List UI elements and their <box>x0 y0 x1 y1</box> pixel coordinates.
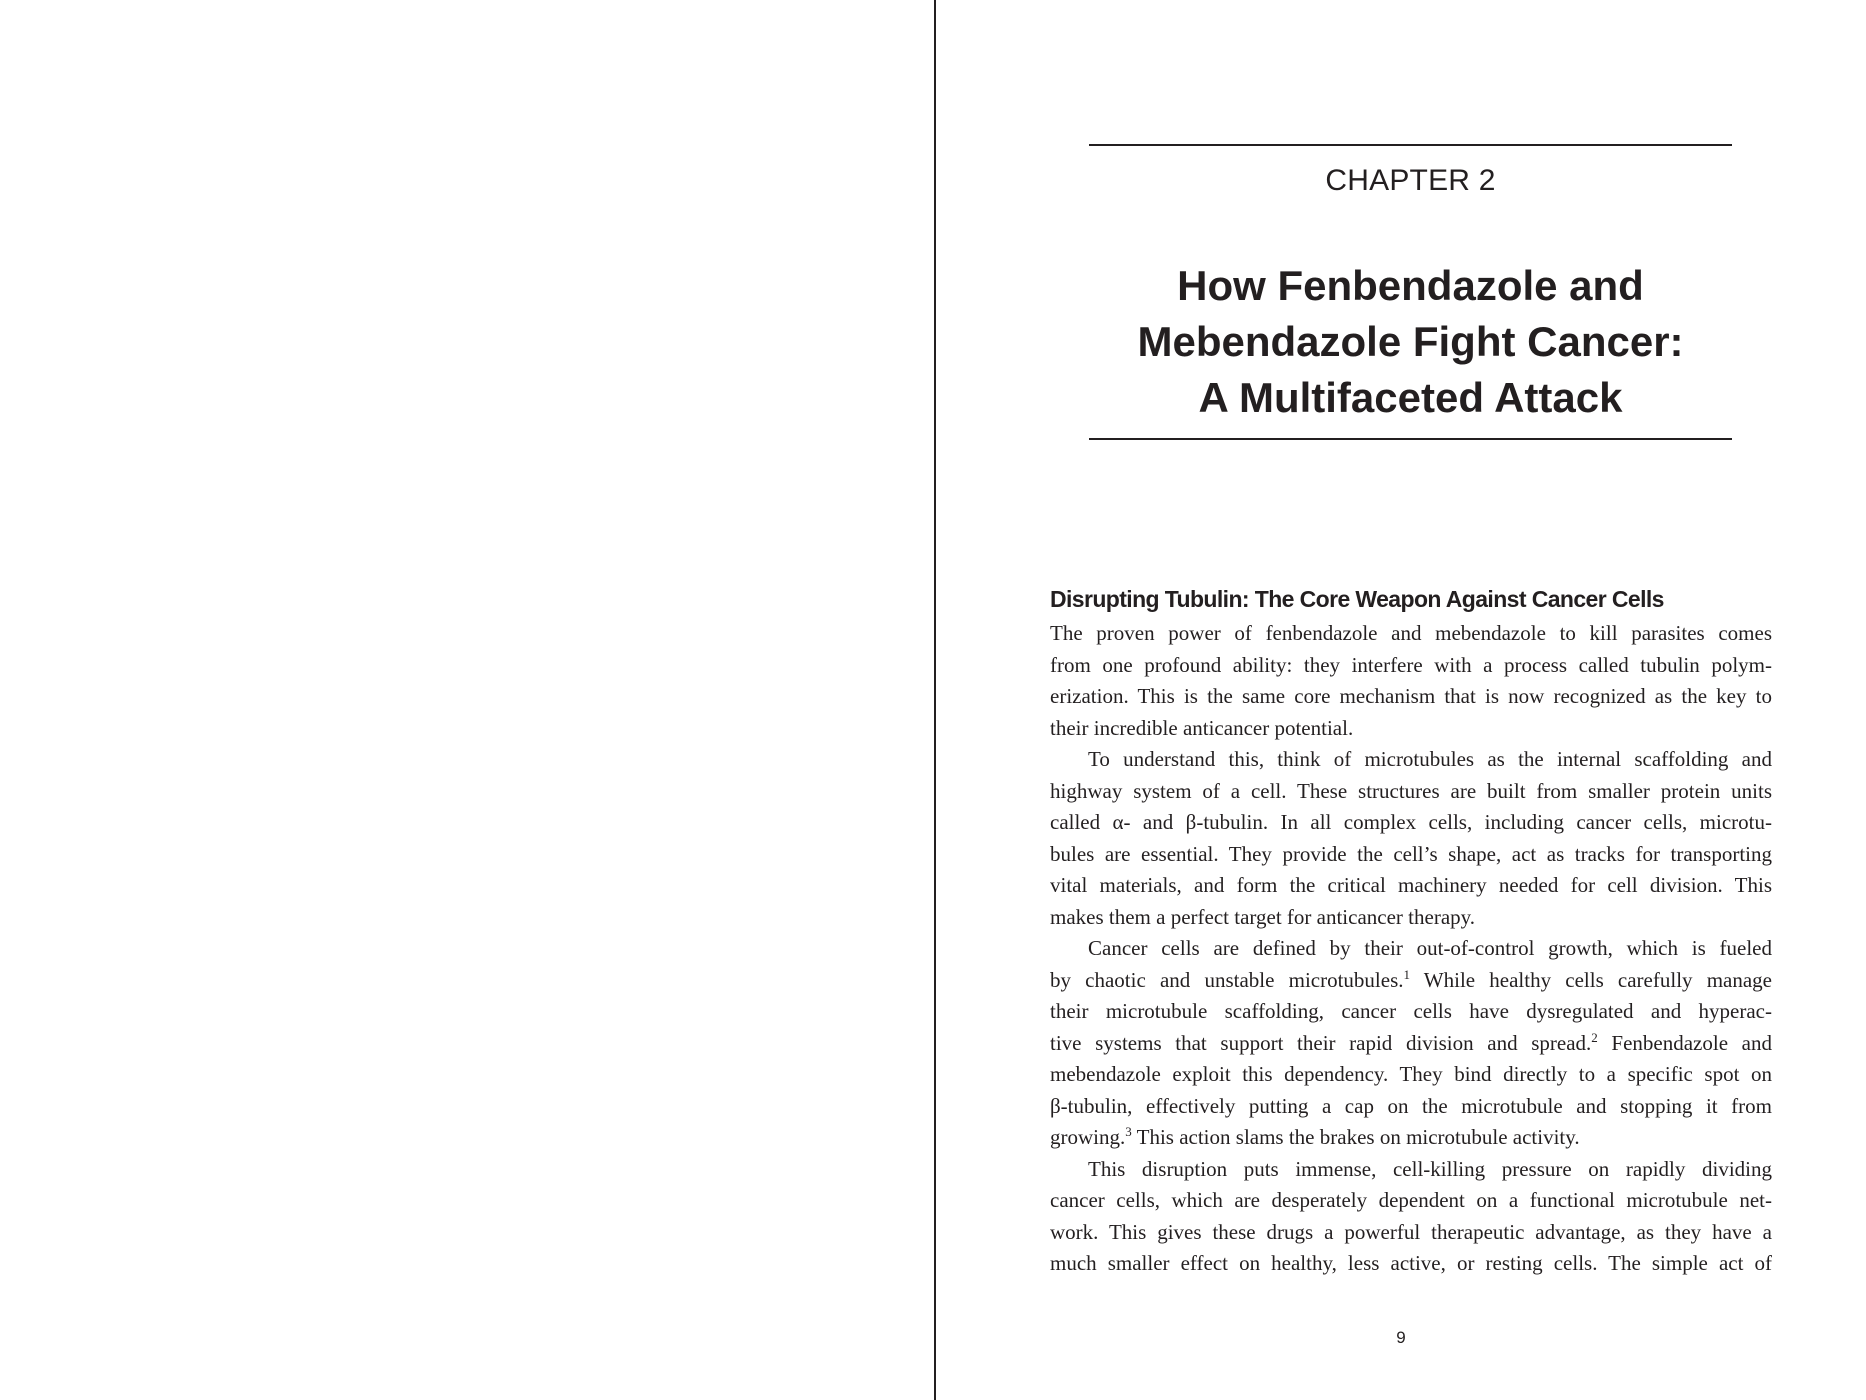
paragraph-4-line: much smaller effect on healthy, less active, or resting cells. The simple act of <box>1050 1251 1772 1275</box>
footnote-ref-3[interactable]: 3 <box>1125 1124 1132 1139</box>
paragraph-3-line: Cancer cells are defined by their out-of-control growth, which is fueled <box>1088 936 1772 960</box>
footnote-ref-2[interactable]: 2 <box>1591 1029 1598 1045</box>
right-page <box>936 0 1866 1400</box>
paragraph-3-line: their microtubule scaffolding, cancer cells have dysregulated and hyperac- <box>1050 999 1772 1023</box>
text-run: growing. <box>1050 1125 1126 1149</box>
paragraph-2-line: vital materials, and form the critical machinery needed for cell division. This <box>1050 873 1772 897</box>
paragraph-1-line: their incredible anticancer potential. <box>1050 715 1354 740</box>
paragraph-2-line: bules are essential. They provide the cell’s shape, act as tracks for transporting <box>1050 841 1772 866</box>
paragraph-4-line: This disruption puts immense, cell-killing pressure on rapidly dividing <box>1088 1156 1772 1181</box>
paragraph-4-line: work. This gives these drugs a powerful therapeutic advantage, as they have a <box>1050 1219 1772 1244</box>
paragraph-1-line: The proven power of fenbendazole and mebendazole to kill parasites comes <box>1050 621 1772 645</box>
footnote-ref-1[interactable]: 1 <box>1403 966 1411 982</box>
chapter-bottom-rule <box>1089 438 1732 440</box>
body-text <box>1050 618 1772 1280</box>
paragraph-3-line: mebendazole exploit this dependency. They bind directly to a specific spot on <box>1050 1062 1772 1086</box>
chapter-label: CHAPTER 2 <box>1325 164 1496 197</box>
chapter-top-rule <box>1089 144 1732 146</box>
paragraph-2-line: highway system of a cell. These structures are built from smaller protein units <box>1050 778 1772 803</box>
chapter-title-line: How Fenbendazole and <box>1177 262 1644 309</box>
chapter-title <box>1056 258 1765 426</box>
chapter-title-line: A Multifaceted Attack <box>1198 374 1623 421</box>
chapter-title-line: Mebendazole Fight Cancer: <box>1137 318 1684 365</box>
paragraph-2-line: To understand this, think of microtubules as the internal scaffolding and <box>1088 747 1772 771</box>
text-run: tive systems that support their rapid division and spread. <box>1050 1030 1592 1055</box>
paragraph-3-line: β-tubulin, effectively putting a cap on the microtubule and stopping it from <box>1050 1093 1772 1118</box>
paragraph-2-line: makes them a perfect target for anticancer therapy. <box>1050 904 1476 929</box>
text-run: This action slams the brakes on microtubule activity. <box>1131 1125 1580 1149</box>
text-run: While healthy cells carefully manage <box>1410 967 1772 992</box>
page-number: 9 <box>1396 1328 1406 1347</box>
paragraph-2-line: called α- and β-tubulin. In all complex cells, including cancer cells, microtu- <box>1050 810 1772 834</box>
section-heading: Disrupting Tubulin: The Core Weapon Against Cancer Cells <box>1050 586 1664 612</box>
paragraph-3-line <box>1050 965 1772 997</box>
paragraph-1-line: from one profound ability: they interfere with a process called tubulin polym- <box>1050 652 1772 677</box>
paragraph-3-line <box>1050 1028 1772 1060</box>
paragraph-3-line <box>1050 1122 1772 1154</box>
paragraph-1-line: erization. This is the same core mechanism that is now recognized as the key to <box>1050 684 1772 708</box>
paragraph-4-line: cancer cells, which are desperately dependent on a functional microtubule net- <box>1050 1188 1772 1212</box>
text-run: by chaotic and unstable microtubules. <box>1050 967 1404 992</box>
text-run: Fenbendazole and <box>1597 1030 1772 1055</box>
